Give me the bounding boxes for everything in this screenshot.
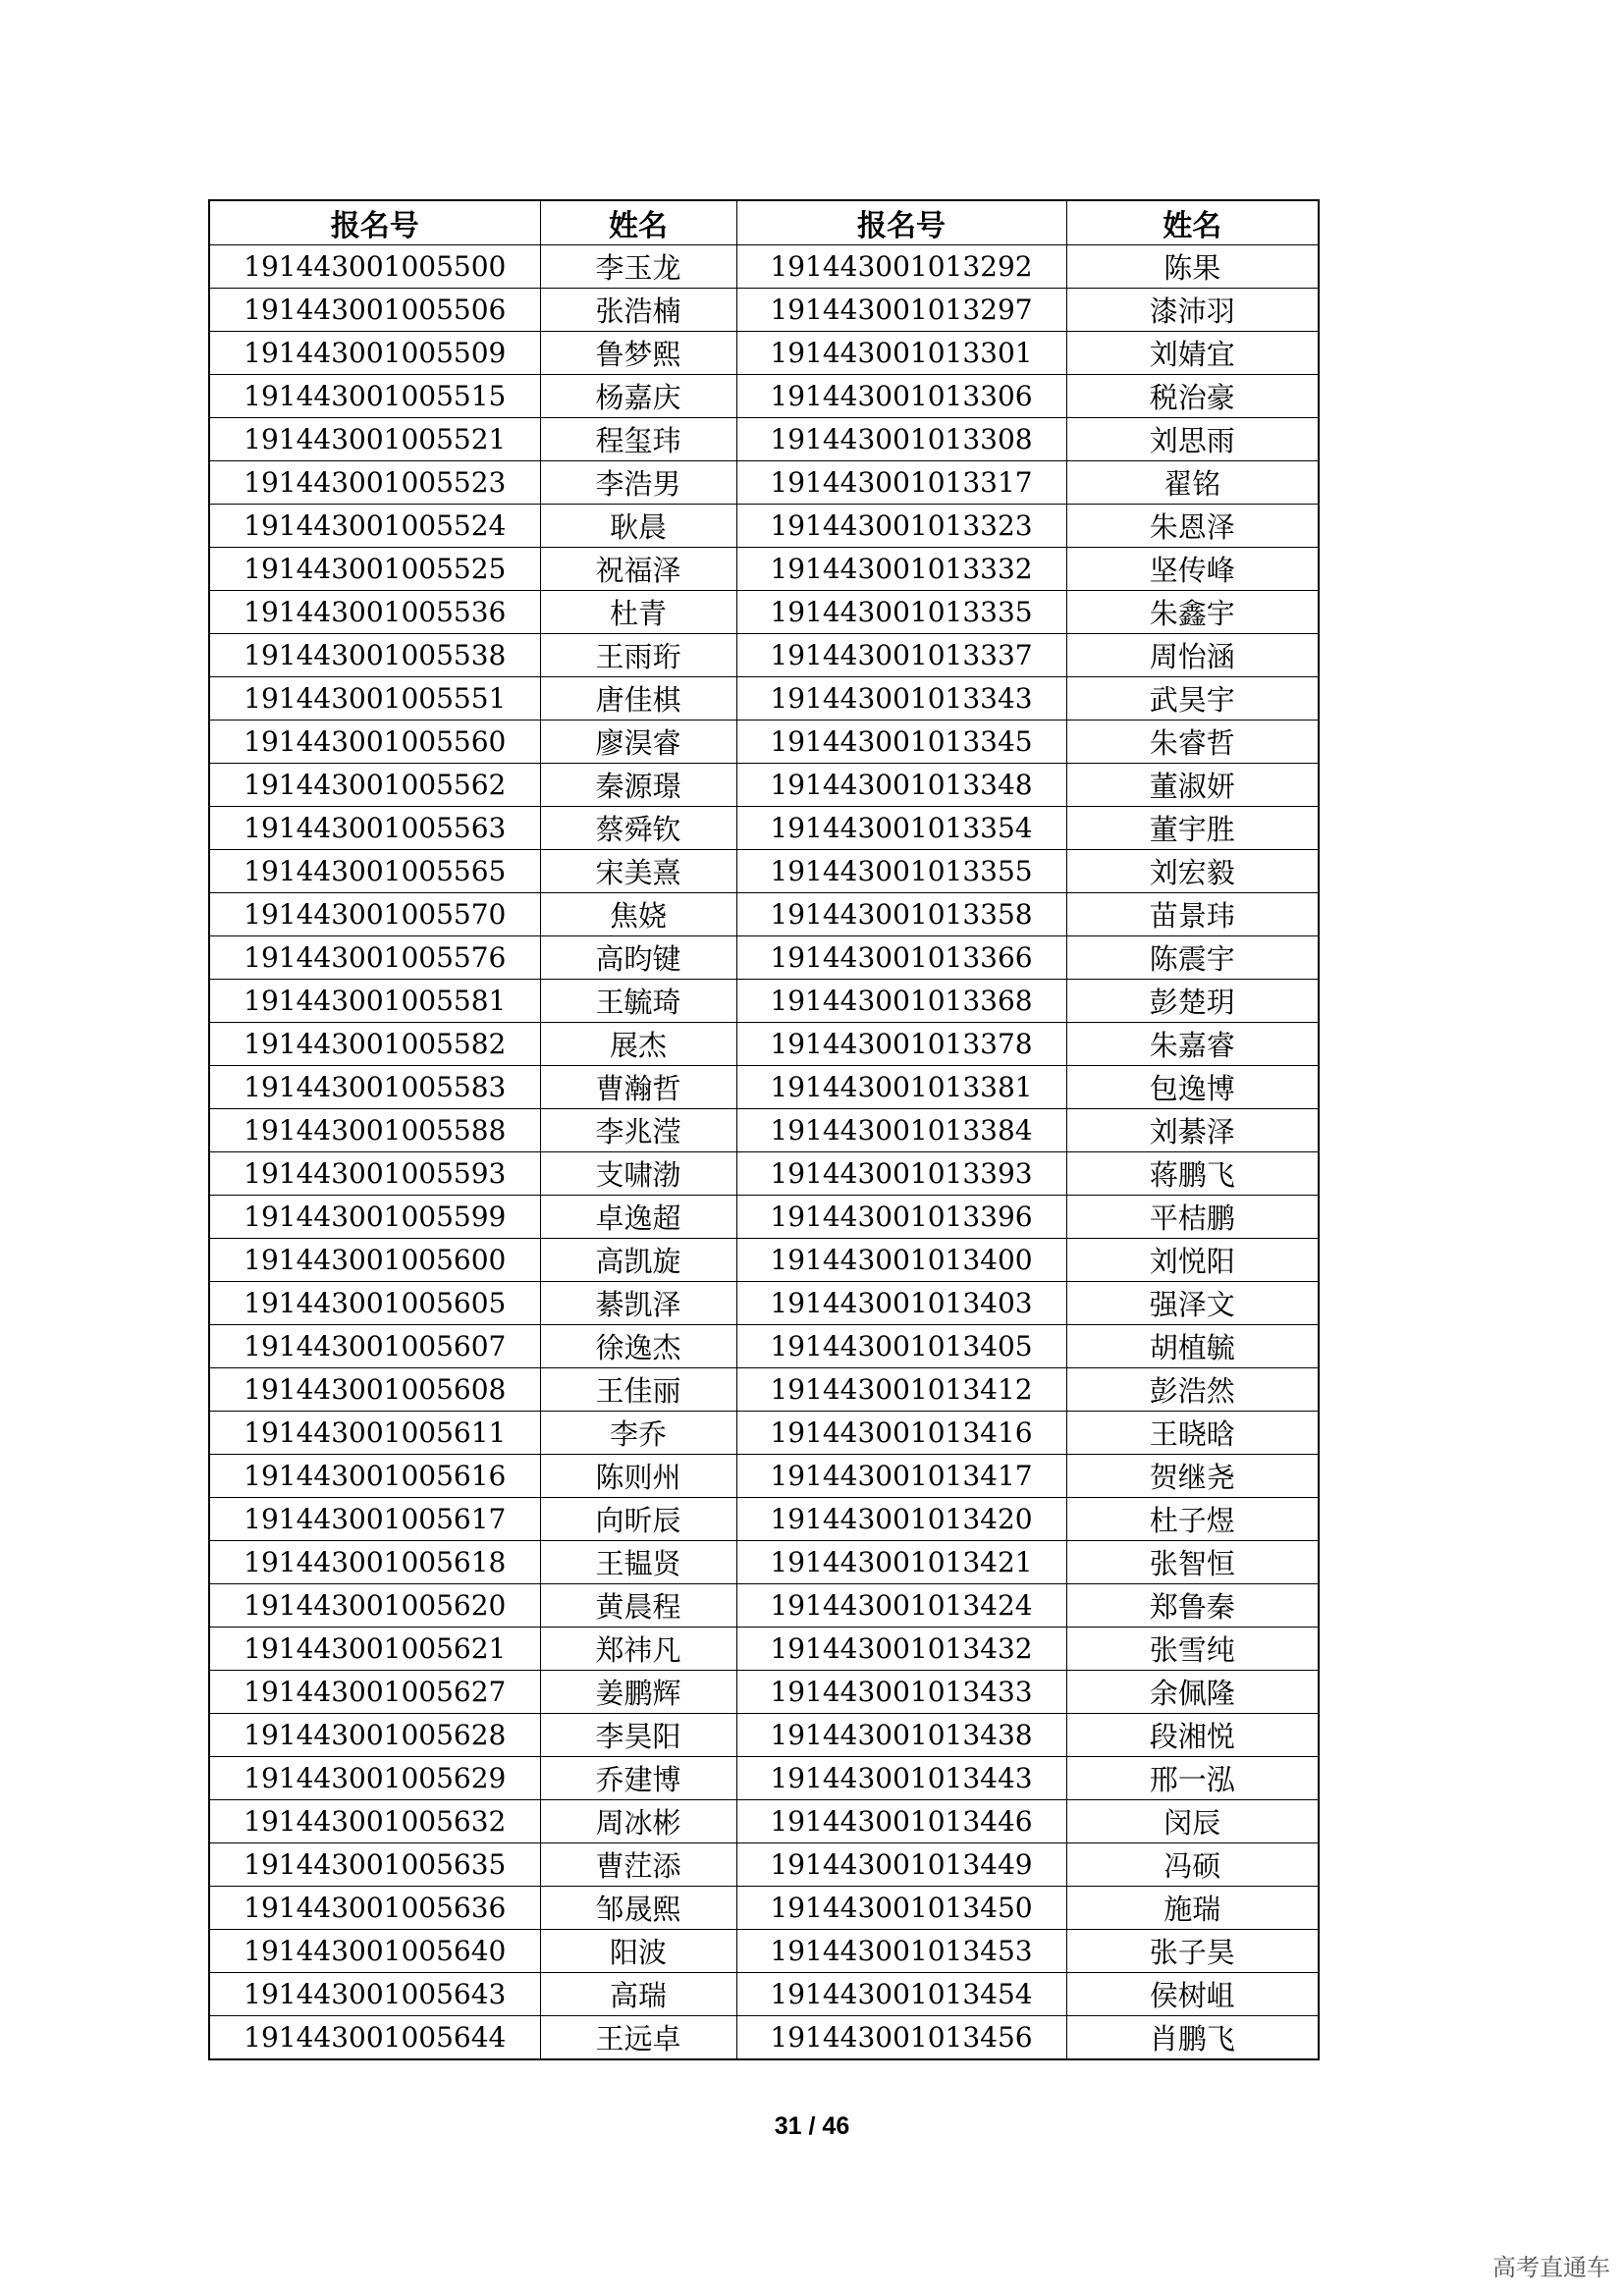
- registration-number-cell: 191443001013393: [736, 1152, 1066, 1196]
- student-name-cell: 廖淏睿: [540, 721, 736, 764]
- registration-number-cell: 191443001005617: [209, 1498, 540, 1541]
- registration-number-cell: 191443001005583: [209, 1066, 540, 1109]
- registration-number-cell: 191443001005562: [209, 764, 540, 807]
- table-row: [209, 1152, 1319, 1196]
- registration-number-cell: 191443001005607: [209, 1325, 540, 1368]
- student-name-cell: 刘婧宜: [1066, 332, 1319, 375]
- table-row: [209, 1325, 1319, 1368]
- registration-number-cell: 191443001013403: [736, 1282, 1066, 1325]
- table-row: [209, 1066, 1319, 1109]
- student-name-cell: 程玺玮: [540, 418, 736, 461]
- table-row: [209, 1973, 1319, 2016]
- student-name-cell: 董淑妍: [1066, 764, 1319, 807]
- admission-table: [208, 199, 1320, 2060]
- registration-number-cell: 191443001013438: [736, 1714, 1066, 1757]
- student-name-cell: 曹瀚哲: [540, 1066, 736, 1109]
- registration-number-cell: 191443001005525: [209, 548, 540, 591]
- watermark-text: 高考直通车: [1492, 2254, 1610, 2281]
- registration-number-cell: 191443001013358: [736, 893, 1066, 936]
- registration-number-cell: 191443001005611: [209, 1412, 540, 1455]
- registration-number-cell: 191443001005570: [209, 893, 540, 936]
- registration-number-cell: 191443001005627: [209, 1671, 540, 1714]
- table-row: [209, 505, 1319, 548]
- registration-number-cell: 191443001013348: [736, 764, 1066, 807]
- table-row: [209, 1239, 1319, 1282]
- table-header-row: [209, 200, 1319, 245]
- student-name-cell: 高瑞: [540, 1973, 736, 2016]
- student-name-cell: 侯树岨: [1066, 1973, 1319, 2016]
- student-name-cell: 徐逸杰: [540, 1325, 736, 1368]
- registration-number-cell: 191443001013453: [736, 1930, 1066, 1973]
- registration-number-cell: 191443001013345: [736, 721, 1066, 764]
- student-name-cell: 张智恒: [1066, 1541, 1319, 1584]
- student-name-cell: 刘思雨: [1066, 418, 1319, 461]
- registration-number-cell: 191443001013292: [736, 245, 1066, 289]
- student-name-cell: 坚传峰: [1066, 548, 1319, 591]
- registration-number-cell: 191443001005644: [209, 2016, 540, 2060]
- registration-number-cell: 191443001005608: [209, 1368, 540, 1412]
- registration-number-cell: 191443001005620: [209, 1584, 540, 1628]
- student-name-cell: 綦凯泽: [540, 1282, 736, 1325]
- student-name-cell: 曹茳添: [540, 1843, 736, 1887]
- table-row: [209, 764, 1319, 807]
- table-row: [209, 548, 1319, 591]
- registration-number-cell: 191443001013433: [736, 1671, 1066, 1714]
- registration-number-cell: 191443001013301: [736, 332, 1066, 375]
- student-name-cell: 武昊宇: [1066, 677, 1319, 721]
- registration-number-cell: 191443001005563: [209, 807, 540, 850]
- student-name-cell: 李乔: [540, 1412, 736, 1455]
- registration-number-cell: 191443001005524: [209, 505, 540, 548]
- registration-number-cell: 191443001013323: [736, 505, 1066, 548]
- registration-number-cell: 191443001005628: [209, 1714, 540, 1757]
- registration-number-cell: 191443001013432: [736, 1628, 1066, 1671]
- student-name-cell: 冯硕: [1066, 1843, 1319, 1887]
- registration-number-cell: 191443001005632: [209, 1800, 540, 1843]
- registration-number-cell: 191443001013354: [736, 807, 1066, 850]
- registration-number-cell: 191443001013396: [736, 1196, 1066, 1239]
- student-name-cell: 段湘悦: [1066, 1714, 1319, 1757]
- student-name-cell: 强泽文: [1066, 1282, 1319, 1325]
- table-row: [209, 677, 1319, 721]
- student-name-cell: 周怡涵: [1066, 634, 1319, 677]
- table-row: [209, 1282, 1319, 1325]
- registration-number-cell: 191443001005565: [209, 850, 540, 893]
- student-name-cell: 张雪纯: [1066, 1628, 1319, 1671]
- table-row: [209, 1714, 1319, 1757]
- registration-number-cell: 191443001013424: [736, 1584, 1066, 1628]
- table-row: [209, 1930, 1319, 1973]
- student-name-cell: 王晓晗: [1066, 1412, 1319, 1455]
- registration-number-cell: 191443001005588: [209, 1109, 540, 1152]
- student-name-cell: 郑祎凡: [540, 1628, 736, 1671]
- table-row: [209, 289, 1319, 332]
- registration-number-cell: 191443001005621: [209, 1628, 540, 1671]
- table-row: [209, 1412, 1319, 1455]
- student-name-cell: 李昊阳: [540, 1714, 736, 1757]
- registration-number-cell: 191443001013420: [736, 1498, 1066, 1541]
- student-name-cell: 黄晨程: [540, 1584, 736, 1628]
- registration-number-cell: 191443001013443: [736, 1757, 1066, 1800]
- student-name-cell: 陈果: [1066, 245, 1319, 289]
- registration-number-cell: 191443001005640: [209, 1930, 540, 1973]
- student-name-cell: 焦娆: [540, 893, 736, 936]
- student-name-cell: 邢一泓: [1066, 1757, 1319, 1800]
- student-name-cell: 漆沛羽: [1066, 289, 1319, 332]
- registration-number-cell: 191443001013355: [736, 850, 1066, 893]
- table-row: [209, 936, 1319, 980]
- student-name-cell: 刘宏毅: [1066, 850, 1319, 893]
- table-row: [209, 1671, 1319, 1714]
- registration-number-cell: 191443001013400: [736, 1239, 1066, 1282]
- student-name-cell: 唐佳棋: [540, 677, 736, 721]
- registration-number-cell: 191443001005582: [209, 1023, 540, 1066]
- table-row: [209, 1887, 1319, 1930]
- student-name-cell: 鲁梦熙: [540, 332, 736, 375]
- student-name-cell: 刘悦阳: [1066, 1239, 1319, 1282]
- table-row: [209, 634, 1319, 677]
- table-row: [209, 418, 1319, 461]
- table-row: [209, 893, 1319, 936]
- student-name-cell: 朱恩泽: [1066, 505, 1319, 548]
- registration-number-cell: 191443001013337: [736, 634, 1066, 677]
- student-name-cell: 向昕辰: [540, 1498, 736, 1541]
- table-row: [209, 1584, 1319, 1628]
- student-name-cell: 高昀键: [540, 936, 736, 980]
- registration-number-cell: 191443001005500: [209, 245, 540, 289]
- registration-number-cell: 191443001013297: [736, 289, 1066, 332]
- student-name-cell: 张浩楠: [540, 289, 736, 332]
- student-name-cell: 展杰: [540, 1023, 736, 1066]
- table-row: [209, 245, 1319, 289]
- registration-number-cell: 191443001013454: [736, 1973, 1066, 2016]
- registration-number-cell: 191443001013332: [736, 548, 1066, 591]
- registration-number-cell: 191443001013368: [736, 980, 1066, 1023]
- table-row: [209, 807, 1319, 850]
- student-name-cell: 蒋鹏飞: [1066, 1152, 1319, 1196]
- student-name-cell: 税治豪: [1066, 375, 1319, 418]
- student-name-cell: 平桔鹏: [1066, 1196, 1319, 1239]
- student-name-cell: 刘綦泽: [1066, 1109, 1319, 1152]
- registration-number-cell: 191443001005515: [209, 375, 540, 418]
- registration-number-cell: 191443001005536: [209, 591, 540, 634]
- registration-number-cell: 191443001013366: [736, 936, 1066, 980]
- student-name-cell: 肖鹏飞: [1066, 2016, 1319, 2060]
- student-name-cell: 王毓琦: [540, 980, 736, 1023]
- student-name-cell: 秦源璟: [540, 764, 736, 807]
- registration-number-cell: 191443001013456: [736, 2016, 1066, 2060]
- registration-number-cell: 191443001005635: [209, 1843, 540, 1887]
- registration-number-cell: 191443001013417: [736, 1455, 1066, 1498]
- student-name-cell: 邹晟熙: [540, 1887, 736, 1930]
- registration-number-cell: 191443001005576: [209, 936, 540, 980]
- student-name-cell: 苗景玮: [1066, 893, 1319, 936]
- student-name-cell: 王佳丽: [540, 1368, 736, 1412]
- table-row: [209, 1628, 1319, 1671]
- student-name-cell: 乔建博: [540, 1757, 736, 1800]
- student-name-cell: 陈震宇: [1066, 936, 1319, 980]
- registration-number-cell: 191443001013378: [736, 1023, 1066, 1066]
- registration-number-cell: 191443001005605: [209, 1282, 540, 1325]
- registration-number-cell: 191443001005581: [209, 980, 540, 1023]
- table-row: [209, 375, 1319, 418]
- student-name-cell: 贺继尧: [1066, 1455, 1319, 1498]
- registration-number-cell: 191443001013306: [736, 375, 1066, 418]
- registration-number-cell: 191443001005600: [209, 1239, 540, 1282]
- registration-number-cell: 191443001013421: [736, 1541, 1066, 1584]
- student-name-cell: 郑鲁秦: [1066, 1584, 1319, 1628]
- registration-number-cell: 191443001013450: [736, 1887, 1066, 1930]
- header-name-right: 姓名: [1066, 200, 1319, 245]
- registration-number-cell: 191443001005636: [209, 1887, 540, 1930]
- registration-number-cell: 191443001013416: [736, 1412, 1066, 1455]
- student-name-cell: 包逸博: [1066, 1066, 1319, 1109]
- table-row: [209, 1800, 1319, 1843]
- table-row: [209, 1455, 1319, 1498]
- student-name-cell: 陈则州: [540, 1455, 736, 1498]
- registration-number-cell: 191443001005509: [209, 332, 540, 375]
- student-name-cell: 胡植毓: [1066, 1325, 1319, 1368]
- student-name-cell: 施瑞: [1066, 1887, 1319, 1930]
- table-row: [209, 1498, 1319, 1541]
- registration-number-cell: 191443001005629: [209, 1757, 540, 1800]
- table-row: [209, 980, 1319, 1023]
- registration-number-cell: 191443001013308: [736, 418, 1066, 461]
- registration-number-cell: 191443001013446: [736, 1800, 1066, 1843]
- registration-number-cell: 191443001013317: [736, 461, 1066, 505]
- student-name-cell: 闵辰: [1066, 1800, 1319, 1843]
- student-name-cell: 余佩隆: [1066, 1671, 1319, 1714]
- student-name-cell: 王韫贤: [540, 1541, 736, 1584]
- header-registration-number-right: 报名号: [736, 200, 1066, 245]
- student-name-cell: 李浩男: [540, 461, 736, 505]
- student-name-cell: 张子昊: [1066, 1930, 1319, 1973]
- registration-number-cell: 191443001005521: [209, 418, 540, 461]
- student-name-cell: 杜子煜: [1066, 1498, 1319, 1541]
- table-row: [209, 1843, 1319, 1887]
- student-name-cell: 杨嘉庆: [540, 375, 736, 418]
- student-name-cell: 高凯旋: [540, 1239, 736, 1282]
- table-row: [209, 1757, 1319, 1800]
- registration-number-cell: 191443001013412: [736, 1368, 1066, 1412]
- registration-number-cell: 191443001005560: [209, 721, 540, 764]
- student-name-cell: 董宇胜: [1066, 807, 1319, 850]
- student-name-cell: 彭浩然: [1066, 1368, 1319, 1412]
- student-name-cell: 杜青: [540, 591, 736, 634]
- student-name-cell: 朱睿哲: [1066, 721, 1319, 764]
- table-row: [209, 1368, 1319, 1412]
- student-name-cell: 王雨珩: [540, 634, 736, 677]
- student-name-cell: 宋美熹: [540, 850, 736, 893]
- page-number: 31 / 46: [774, 2112, 850, 2140]
- student-name-cell: 支啸渤: [540, 1152, 736, 1196]
- student-name-cell: 朱嘉睿: [1066, 1023, 1319, 1066]
- table-row: [209, 591, 1319, 634]
- registration-number-cell: 191443001005618: [209, 1541, 540, 1584]
- table-row: [209, 1196, 1319, 1239]
- header-name-left: 姓名: [540, 200, 736, 245]
- student-name-cell: 翟铭: [1066, 461, 1319, 505]
- student-name-cell: 姜鹏辉: [540, 1671, 736, 1714]
- student-name-cell: 祝福泽: [540, 548, 736, 591]
- registration-number-cell: 191443001013449: [736, 1843, 1066, 1887]
- registration-number-cell: 191443001013405: [736, 1325, 1066, 1368]
- registration-number-cell: 191443001013335: [736, 591, 1066, 634]
- table-row: [209, 721, 1319, 764]
- registration-number-cell: 191443001005643: [209, 1973, 540, 2016]
- table-row: [209, 1109, 1319, 1152]
- registration-number-cell: 191443001013384: [736, 1109, 1066, 1152]
- table-row: [209, 1541, 1319, 1584]
- table-row: [209, 461, 1319, 505]
- registration-number-cell: 191443001005593: [209, 1152, 540, 1196]
- registration-number-cell: 191443001005538: [209, 634, 540, 677]
- registration-number-cell: 191443001005523: [209, 461, 540, 505]
- student-name-cell: 王远卓: [540, 2016, 736, 2060]
- table-row: [209, 332, 1319, 375]
- table-row: [209, 850, 1319, 893]
- table-row: [209, 1023, 1319, 1066]
- student-name-cell: 蔡舜钦: [540, 807, 736, 850]
- registration-number-cell: 191443001005506: [209, 289, 540, 332]
- student-name-cell: 耿晨: [540, 505, 736, 548]
- student-name-cell: 李玉龙: [540, 245, 736, 289]
- student-name-cell: 彭楚玥: [1066, 980, 1319, 1023]
- student-name-cell: 阳波: [540, 1930, 736, 1973]
- registration-number-cell: 191443001013343: [736, 677, 1066, 721]
- student-name-cell: 朱鑫宇: [1066, 591, 1319, 634]
- registration-number-cell: 191443001005551: [209, 677, 540, 721]
- header-registration-number-left: 报名号: [209, 200, 540, 245]
- student-name-cell: 周冰彬: [540, 1800, 736, 1843]
- table-row: [209, 2016, 1319, 2060]
- registration-number-cell: 191443001013381: [736, 1066, 1066, 1109]
- student-name-cell: 李兆滢: [540, 1109, 736, 1152]
- table-body: [209, 245, 1319, 2060]
- registration-number-cell: 191443001005616: [209, 1455, 540, 1498]
- registration-number-cell: 191443001005599: [209, 1196, 540, 1239]
- student-name-cell: 卓逸超: [540, 1196, 736, 1239]
